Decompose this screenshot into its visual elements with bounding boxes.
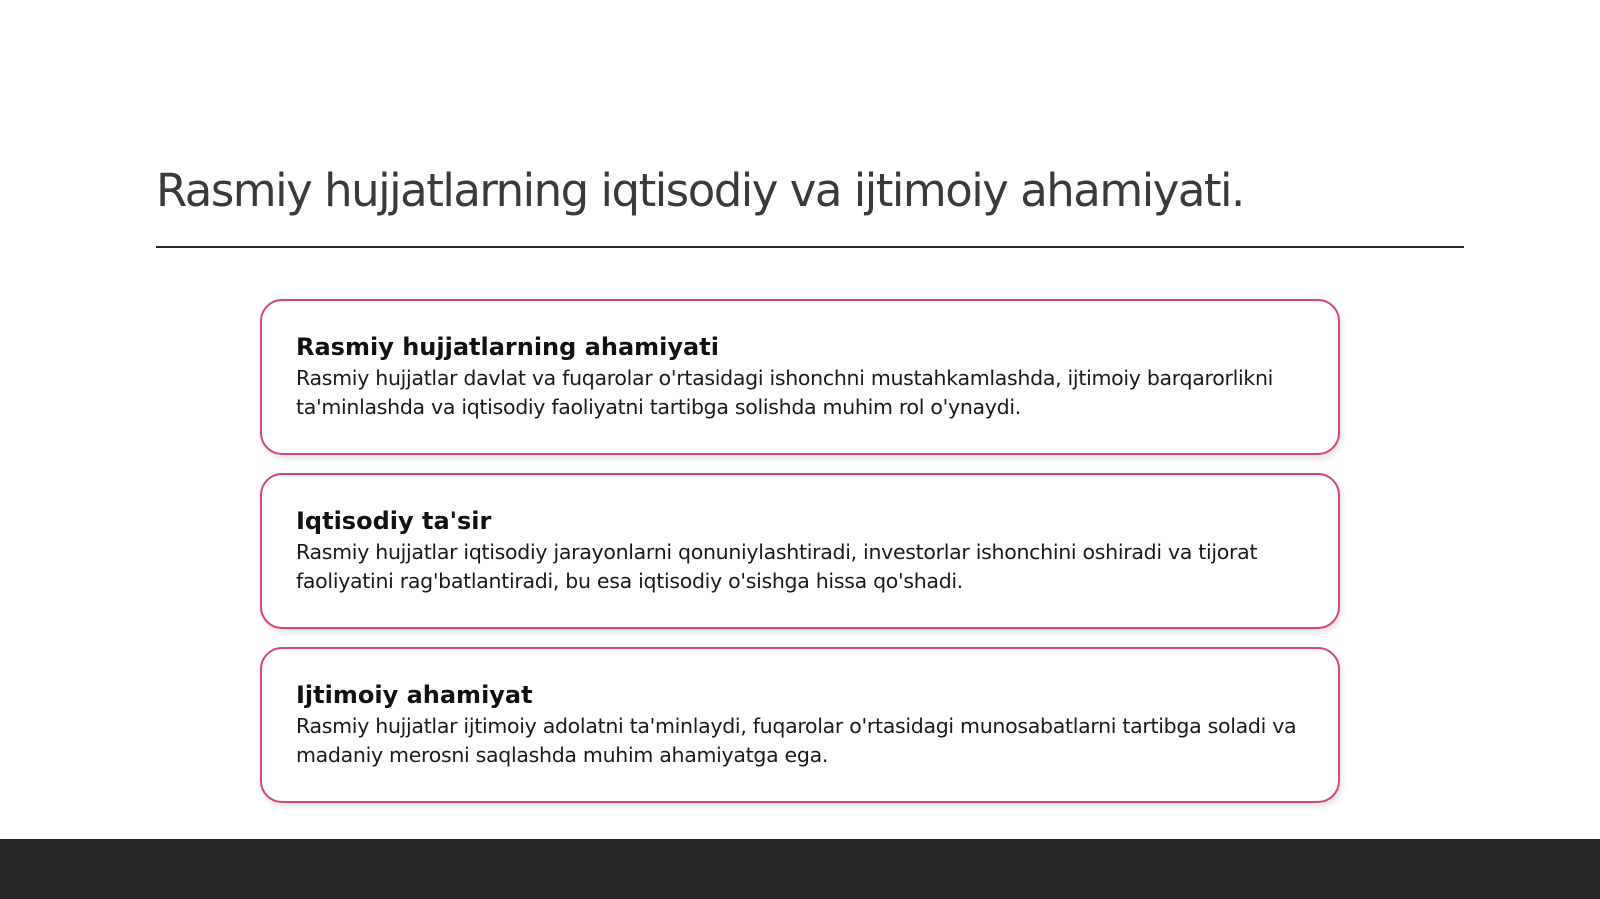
card-text: Rasmiy hujjatlar davlat va fuqarolar o'rtasidagi ishonchni mustahkamlashda, ijtimoiy barqarorlikni ta'minlashda va iqtisodiy faoliyatni tartibga solishda muhim rol o'ynaydi. <box>296 366 1274 419</box>
slide-title: Rasmiy hujjatlarning iqtisodiy va ijtimoiy ahamiyati. <box>156 164 1244 217</box>
card-heading: Rasmiy hujjatlarning ahamiyati <box>296 333 719 361</box>
card-text: Rasmiy hujjatlar ijtimoiy adolatni ta'minlaydi, fuqarolar o'rtasidagi munosabatlarni tartibga soladi va madaniy merosni saqlashda muhim ahamiyatga ega. <box>296 714 1297 767</box>
card-text: Rasmiy hujjatlar iqtisodiy jarayonlarni qonuniylashtiradi, investorlar ishonchini oshiradi va tijorat faoliyatini rag'batlantiradi, bu esa iqtisodiy o'sishga hissa qo'shadi. <box>296 540 1258 593</box>
card-social-importance <box>260 647 1340 803</box>
footer-bar <box>0 839 1600 899</box>
card-heading: Ijtimoiy ahamiyat <box>296 681 533 709</box>
card-heading: Iqtisodiy ta'sir <box>296 507 492 535</box>
card-list <box>260 299 1340 821</box>
card-importance <box>260 299 1340 455</box>
title-divider <box>156 246 1464 248</box>
card-economic-impact <box>260 473 1340 629</box>
